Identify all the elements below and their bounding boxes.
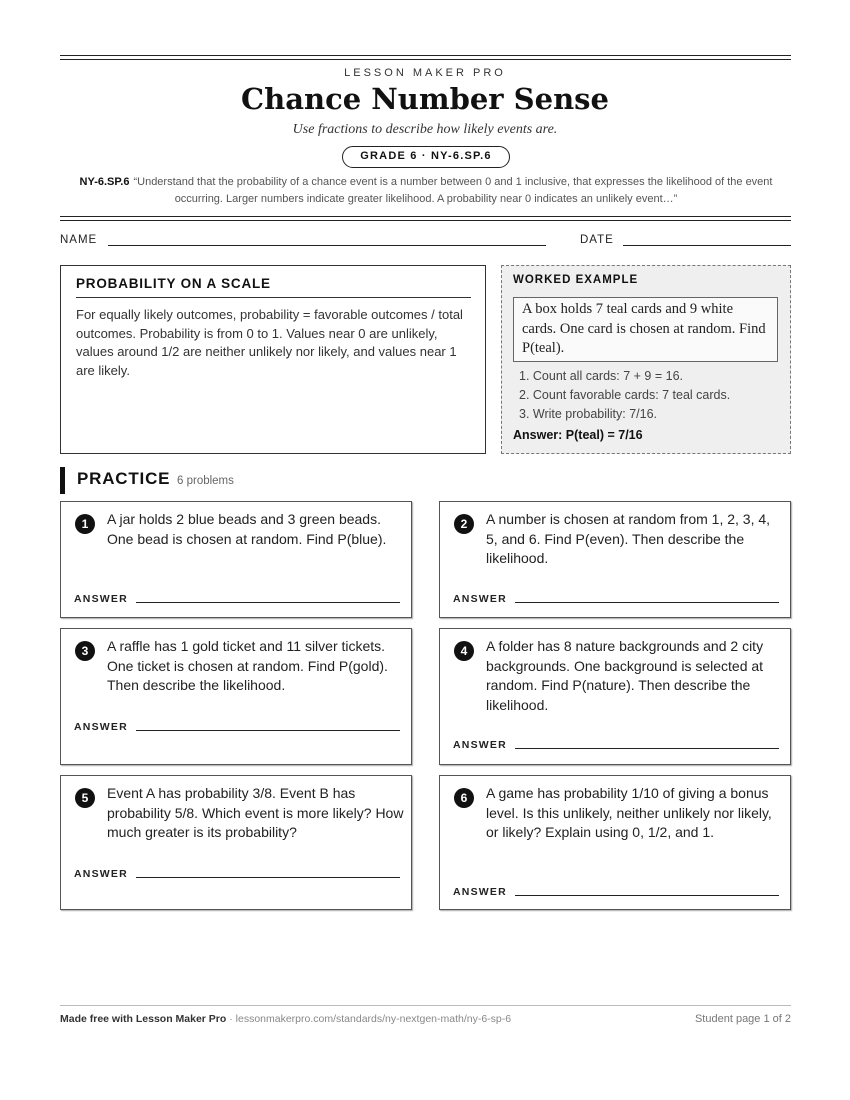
worked-example-box [501, 265, 791, 454]
concept-box [60, 265, 486, 454]
problem-text: Event A has probability 3/8. Event B has probability 5/8. Which event is more likely? How much greater is its probability? [107, 785, 404, 840]
problem-card-5 [60, 775, 412, 910]
worked-example-heading: WORKED EXAMPLE [513, 274, 639, 286]
answer-label: ANSWER [74, 721, 128, 733]
footer-made-with: Made free with Lesson Maker Pro [60, 1013, 227, 1025]
standard-quote: “Understand that the probability of a chance event is a number between 0 and 1 inclusive, that expresses the likelihood of the event occurring. Larger numbers indicate greater likelihood. A probability near 0 indicates an unlikely event…” [133, 176, 773, 205]
date-field[interactable] [623, 245, 791, 246]
answer-field[interactable] [136, 602, 400, 603]
answer-field[interactable] [136, 730, 400, 731]
problem-card-2 [439, 501, 791, 618]
answer-label: ANSWER [453, 739, 507, 751]
answer-label: ANSWER [453, 886, 507, 898]
problem-number: 1 [75, 514, 95, 534]
header-bottom-rule-inner [60, 220, 791, 221]
practice-count: 6 problems [177, 475, 234, 487]
answer-label: ANSWER [74, 868, 128, 880]
worked-example-problem: A box holds 7 teal cards and 9 white cards. One card is chosen at random. Find P(teal). [513, 297, 778, 362]
answer-field[interactable] [515, 748, 779, 749]
top-rule-inner [60, 59, 791, 60]
footer-rule [60, 1005, 791, 1006]
worked-step: 2. Count favorable cards: 7 teal cards. [519, 388, 731, 402]
problem-number: 4 [454, 641, 474, 661]
worked-step: 1. Count all cards: 7 + 9 = 16. [519, 369, 683, 383]
answer-field[interactable] [515, 602, 779, 603]
concept-heading: PROBABILITY ON A SCALE [76, 276, 471, 298]
worked-example-answer: Answer: P(teal) = 7/16 [513, 428, 643, 442]
name-field[interactable] [108, 245, 546, 246]
top-rule [60, 55, 791, 56]
problem-text: A number is chosen at random from 1, 2, 3, 4, 5, and 6. Find P(even). Then describe the likelihood. [486, 511, 771, 566]
footer-credit [60, 1013, 511, 1025]
name-label: NAME [60, 234, 98, 246]
problem-card-3 [60, 628, 412, 765]
problem-number: 5 [75, 788, 95, 808]
problem-number: 6 [454, 788, 474, 808]
standard-text-block [64, 174, 788, 208]
footer-page-number: Student page 1 of 2 [694, 1013, 791, 1025]
brand-name: LESSON MAKER PRO [344, 67, 506, 79]
problem-text: A jar holds 2 blue beads and 3 green beads. One bead is chosen at random. Find P(blue). [107, 511, 387, 547]
header-bottom-rule [60, 216, 791, 217]
answer-field[interactable] [515, 895, 779, 896]
problem-number: 3 [75, 641, 95, 661]
footer-url[interactable]: · lessonmakerpro.com/standards/ny-nextgen-math/ny-6-sp-6 [226, 1013, 512, 1025]
date-label: DATE [580, 234, 614, 246]
standard-code: NY-6.SP.6 [79, 176, 130, 188]
problem-text: A game has probability 1/10 of giving a bonus level. Is this unlikely, neither unlikely nor likely, or likely? Explain using 0, 1/2, and 1. [486, 785, 772, 840]
answer-field[interactable] [136, 877, 400, 878]
worked-step: 3. Write probability: 7/16. [519, 407, 658, 421]
answer-label: ANSWER [74, 593, 128, 605]
grade-badge: GRADE 6 · NY-6.SP.6 [342, 146, 510, 168]
page-subtitle: Use fractions to describe how likely events are. [292, 122, 558, 137]
problem-card-6 [439, 775, 791, 910]
worked-example-steps [519, 367, 730, 424]
practice-heading: PRACTICE [77, 469, 171, 488]
problem-number: 2 [454, 514, 474, 534]
problem-text: A folder has 8 nature backgrounds and 2 city backgrounds. One background is selected at random. Find P(nature). Then describe the likelihood. [486, 638, 764, 713]
answer-label: ANSWER [453, 593, 507, 605]
concept-body: For equally likely outcomes, probability = favorable outcomes / total outcomes. Probability is from 0 to 1. Values near 0 are unlikely, values around 1/2 are neither unlikely nor likely, and values near 1 are likely. [76, 307, 463, 378]
problem-card-4 [439, 628, 791, 765]
problem-card-1 [60, 501, 412, 618]
page-title: Chance Number Sense [241, 82, 609, 116]
practice-accent-bar [60, 467, 65, 494]
problem-text: A raffle has 1 gold ticket and 11 silver tickets. One ticket is chosen at random. Find P(gold). Then describe the likelihood. [107, 638, 388, 693]
